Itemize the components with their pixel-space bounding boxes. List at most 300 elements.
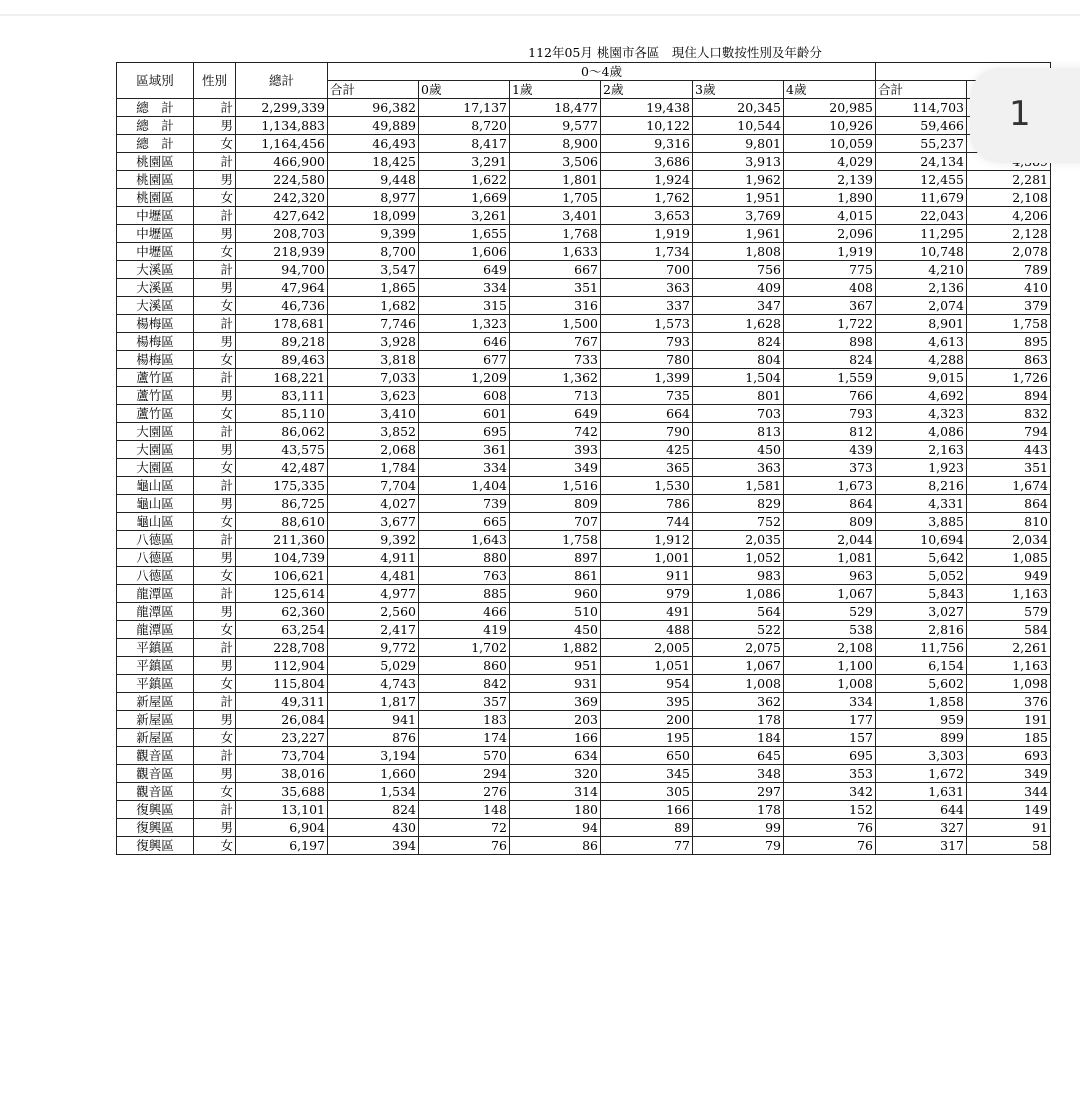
cell-total: 106,621 [236, 567, 328, 585]
cell-age-4: 824 [784, 351, 876, 369]
cell-age-5: 443 [967, 441, 1051, 459]
cell-age-3: 20,345 [693, 99, 784, 117]
cell-total: 178,681 [236, 315, 328, 333]
cell-age-4: 76 [784, 837, 876, 855]
cell-age-5: 693 [967, 747, 1051, 765]
cell-subtotal: 9,399 [328, 225, 419, 243]
cell-age-3: 756 [693, 261, 784, 279]
cell-subtotal: 941 [328, 711, 419, 729]
cell-age-2: 793 [601, 333, 693, 351]
cell-age-3: 297 [693, 783, 784, 801]
cell-subtotal-2: 2,136 [876, 279, 967, 297]
cell-total: 86,725 [236, 495, 328, 513]
cell-subtotal: 7,704 [328, 477, 419, 495]
cell-total: 115,804 [236, 675, 328, 693]
cell-subtotal-2: 4,210 [876, 261, 967, 279]
cell-subtotal-2: 55,237 [876, 135, 967, 153]
cell-subtotal: 7,746 [328, 315, 419, 333]
cell-subtotal-2: 1,672 [876, 765, 967, 783]
cell-age-2: 337 [601, 297, 693, 315]
cell-subtotal: 5,029 [328, 657, 419, 675]
cell-age-0: 357 [419, 693, 510, 711]
cell-age-5: 1,758 [967, 315, 1051, 333]
cell-region: 觀音區 [117, 747, 194, 765]
cell-age-2: 735 [601, 387, 693, 405]
cell-subtotal-2: 1,858 [876, 693, 967, 711]
cell-sex: 女 [194, 837, 236, 855]
cell-age-3: 829 [693, 495, 784, 513]
cell-sex: 女 [194, 243, 236, 261]
cell-sex: 計 [194, 207, 236, 225]
cell-region: 楊梅區 [117, 351, 194, 369]
cell-sex: 女 [194, 513, 236, 531]
cell-age-2: 3,653 [601, 207, 693, 225]
table-row [117, 837, 1051, 855]
cell-total: 6,904 [236, 819, 328, 837]
cell-total: 13,101 [236, 801, 328, 819]
cell-age-2: 425 [601, 441, 693, 459]
cell-age-2: 19,438 [601, 99, 693, 117]
cell-total: 112,904 [236, 657, 328, 675]
cell-age-2: 9,316 [601, 135, 693, 153]
cell-age-0: 665 [419, 513, 510, 531]
cell-age-3: 409 [693, 279, 784, 297]
table-title: 112年05月 桃園市各區 現住人口數按性別及年齡分 [528, 45, 822, 60]
cell-subtotal: 7,033 [328, 369, 419, 387]
cell-age-1: 809 [510, 495, 601, 513]
cell-region: 八德區 [117, 567, 194, 585]
cell-sex: 男 [194, 117, 236, 135]
cell-sex: 計 [194, 531, 236, 549]
cell-sex: 男 [194, 225, 236, 243]
cell-age-4: 1,559 [784, 369, 876, 387]
table-row [117, 243, 1051, 261]
cell-age-3: 1,052 [693, 549, 784, 567]
cell-sex: 男 [194, 333, 236, 351]
cell-age-4: 775 [784, 261, 876, 279]
cell-age-5: 2,034 [967, 531, 1051, 549]
cell-sex: 計 [194, 747, 236, 765]
table-row [117, 657, 1051, 675]
cell-region: 新屋區 [117, 693, 194, 711]
table-row [117, 729, 1051, 747]
table-row [117, 639, 1051, 657]
cell-subtotal-2: 4,086 [876, 423, 967, 441]
cell-subtotal-2: 1,923 [876, 459, 967, 477]
cell-age-4: 152 [784, 801, 876, 819]
cell-age-5: 1,674 [967, 477, 1051, 495]
header-age-2: 2歲 [601, 81, 693, 99]
cell-sex: 男 [194, 279, 236, 297]
cell-age-5: 794 [967, 423, 1051, 441]
cell-age-1: 180 [510, 801, 601, 819]
cell-age-3: 347 [693, 297, 784, 315]
cell-subtotal: 3,677 [328, 513, 419, 531]
cell-age-5: 810 [967, 513, 1051, 531]
cell-age-1: 369 [510, 693, 601, 711]
cell-total: 1,164,456 [236, 135, 328, 153]
table-row [117, 783, 1051, 801]
cell-age-5: 410 [967, 279, 1051, 297]
cell-age-3: 1,808 [693, 243, 784, 261]
cell-subtotal: 2,068 [328, 441, 419, 459]
cell-sex: 男 [194, 441, 236, 459]
table-row [117, 441, 1051, 459]
table-row [117, 153, 1051, 171]
cell-age-3: 9,801 [693, 135, 784, 153]
cell-age-4: 10,926 [784, 117, 876, 135]
cell-total: 85,110 [236, 405, 328, 423]
cell-sex: 男 [194, 603, 236, 621]
header-subtotal-2: 合計 [876, 81, 967, 99]
cell-sex: 女 [194, 405, 236, 423]
cell-sex: 男 [194, 549, 236, 567]
cell-subtotal: 8,977 [328, 189, 419, 207]
cell-age-5: 1,085 [967, 549, 1051, 567]
cell-subtotal-2: 2,816 [876, 621, 967, 639]
cell-total: 125,614 [236, 585, 328, 603]
cell-subtotal-2: 3,303 [876, 747, 967, 765]
cell-age-3: 752 [693, 513, 784, 531]
cell-age-3: 79 [693, 837, 784, 855]
cell-age-5: 1,726 [967, 369, 1051, 387]
cell-age-4: 2,044 [784, 531, 876, 549]
cell-age-0: 466 [419, 603, 510, 621]
cell-subtotal-2: 8,216 [876, 477, 967, 495]
cell-age-4: 10,059 [784, 135, 876, 153]
cell-age-4: 898 [784, 333, 876, 351]
cell-age-1: 861 [510, 567, 601, 585]
cell-subtotal: 9,772 [328, 639, 419, 657]
cell-age-3: 2,035 [693, 531, 784, 549]
cell-sex: 計 [194, 693, 236, 711]
cell-subtotal-2: 4,613 [876, 333, 967, 351]
cell-total: 23,227 [236, 729, 328, 747]
cell-age-1: 1,801 [510, 171, 601, 189]
cell-age-4: 2,108 [784, 639, 876, 657]
cell-age-1: 94 [510, 819, 601, 837]
cell-age-2: 1,051 [601, 657, 693, 675]
cell-age-1: 349 [510, 459, 601, 477]
cell-age-5: 1,098 [967, 675, 1051, 693]
cell-age-4: 963 [784, 567, 876, 585]
cell-age-3: 703 [693, 405, 784, 423]
cell-subtotal: 1,534 [328, 783, 419, 801]
cell-age-4: 766 [784, 387, 876, 405]
table-row [117, 747, 1051, 765]
cell-age-4: 439 [784, 441, 876, 459]
cell-age-0: 1,323 [419, 315, 510, 333]
cell-age-3: 813 [693, 423, 784, 441]
cell-total: 427,642 [236, 207, 328, 225]
cell-age-4: 177 [784, 711, 876, 729]
cell-sex: 男 [194, 819, 236, 837]
cell-sex: 男 [194, 765, 236, 783]
cell-age-5: 789 [967, 261, 1051, 279]
header-age-4: 4歲 [784, 81, 876, 99]
cell-subtotal-2: 5,843 [876, 585, 967, 603]
cell-subtotal: 2,560 [328, 603, 419, 621]
cell-subtotal: 4,027 [328, 495, 419, 513]
cell-age-0: 17,137 [419, 99, 510, 117]
header-age-0: 0歲 [419, 81, 510, 99]
cell-age-5: 584 [967, 621, 1051, 639]
cell-age-0: 183 [419, 711, 510, 729]
cell-region: 大園區 [117, 423, 194, 441]
cell-age-2: 1,919 [601, 225, 693, 243]
cell-sex: 男 [194, 495, 236, 513]
table-row [117, 117, 1051, 135]
cell-age-5: 379 [967, 297, 1051, 315]
cell-sex: 計 [194, 477, 236, 495]
cell-age-4: 2,096 [784, 225, 876, 243]
cell-age-3: 1,962 [693, 171, 784, 189]
cell-age-1: 351 [510, 279, 601, 297]
cell-age-1: 166 [510, 729, 601, 747]
cell-region: 大溪區 [117, 297, 194, 315]
cell-age-0: 361 [419, 441, 510, 459]
cell-total: 208,703 [236, 225, 328, 243]
table-row [117, 189, 1051, 207]
table-row [117, 459, 1051, 477]
header-age-1: 1歲 [510, 81, 601, 99]
table-row [117, 261, 1051, 279]
table-row [117, 531, 1051, 549]
cell-age-2: 1,924 [601, 171, 693, 189]
cell-subtotal: 4,743 [328, 675, 419, 693]
cell-age-4: 1,008 [784, 675, 876, 693]
cell-age-4: 864 [784, 495, 876, 513]
cell-subtotal-2: 59,466 [876, 117, 967, 135]
cell-age-4: 342 [784, 783, 876, 801]
cell-age-3: 804 [693, 351, 784, 369]
cell-age-5: 2,261 [967, 639, 1051, 657]
cell-subtotal: 430 [328, 819, 419, 837]
cell-sex: 女 [194, 783, 236, 801]
cell-age-0: 860 [419, 657, 510, 675]
cell-age-1: 742 [510, 423, 601, 441]
cell-region: 楊梅區 [117, 333, 194, 351]
cell-total: 47,964 [236, 279, 328, 297]
cell-region: 觀音區 [117, 765, 194, 783]
cell-total: 242,320 [236, 189, 328, 207]
cell-age-2: 166 [601, 801, 693, 819]
page-number-badge[interactable] [970, 68, 1080, 163]
cell-age-3: 178 [693, 801, 784, 819]
cell-region: 蘆竹區 [117, 387, 194, 405]
cell-age-1: 18,477 [510, 99, 601, 117]
cell-sex: 女 [194, 729, 236, 747]
cell-subtotal-2: 2,163 [876, 441, 967, 459]
cell-age-0: 1,606 [419, 243, 510, 261]
cell-age-4: 76 [784, 819, 876, 837]
cell-region: 中壢區 [117, 207, 194, 225]
cell-age-3: 1,581 [693, 477, 784, 495]
cell-age-0: 1,655 [419, 225, 510, 243]
cell-age-3: 1,628 [693, 315, 784, 333]
cell-age-1: 3,401 [510, 207, 601, 225]
cell-age-1: 1,758 [510, 531, 601, 549]
cell-age-0: 419 [419, 621, 510, 639]
cell-subtotal-2: 644 [876, 801, 967, 819]
cell-age-4: 1,081 [784, 549, 876, 567]
cell-total: 38,016 [236, 765, 328, 783]
cell-age-3: 3,769 [693, 207, 784, 225]
cell-age-1: 897 [510, 549, 601, 567]
cell-age-2: 1,912 [601, 531, 693, 549]
cell-age-2: 700 [601, 261, 693, 279]
cell-sex: 計 [194, 423, 236, 441]
cell-age-2: 1,573 [601, 315, 693, 333]
table-row [117, 585, 1051, 603]
cell-sex: 女 [194, 567, 236, 585]
cell-age-4: 408 [784, 279, 876, 297]
cell-age-5: 349 [967, 765, 1051, 783]
cell-age-5: 58 [967, 837, 1051, 855]
cell-age-2: 89 [601, 819, 693, 837]
cell-subtotal-2: 5,052 [876, 567, 967, 585]
cell-region: 新屋區 [117, 729, 194, 747]
table-row [117, 693, 1051, 711]
cell-age-2: 786 [601, 495, 693, 513]
cell-age-3: 824 [693, 333, 784, 351]
cell-age-2: 979 [601, 585, 693, 603]
table-row [117, 567, 1051, 585]
cell-subtotal-2: 114,703 [876, 99, 967, 117]
cell-age-2: 10,122 [601, 117, 693, 135]
cell-age-2: 2,005 [601, 639, 693, 657]
cell-age-2: 1,530 [601, 477, 693, 495]
cell-subtotal-2: 4,323 [876, 405, 967, 423]
cell-age-5: 949 [967, 567, 1051, 585]
cell-subtotal-2: 4,331 [876, 495, 967, 513]
cell-sex: 計 [194, 153, 236, 171]
cell-age-2: 911 [601, 567, 693, 585]
cell-subtotal-2: 4,692 [876, 387, 967, 405]
cell-total: 73,704 [236, 747, 328, 765]
cell-total: 175,335 [236, 477, 328, 495]
cell-region: 桃園區 [117, 153, 194, 171]
cell-subtotal-2: 317 [876, 837, 967, 855]
cell-subtotal-2: 9,015 [876, 369, 967, 387]
cell-subtotal-2: 327 [876, 819, 967, 837]
cell-age-2: 780 [601, 351, 693, 369]
cell-sex: 男 [194, 711, 236, 729]
cell-subtotal-2: 3,027 [876, 603, 967, 621]
cell-sex: 計 [194, 261, 236, 279]
cell-age-0: 1,643 [419, 531, 510, 549]
cell-age-1: 1,882 [510, 639, 601, 657]
cell-age-1: 320 [510, 765, 601, 783]
cell-age-2: 954 [601, 675, 693, 693]
cell-age-4: 1,067 [784, 585, 876, 603]
cell-sex: 女 [194, 189, 236, 207]
cell-age-2: 345 [601, 765, 693, 783]
cell-region: 龍潭區 [117, 585, 194, 603]
cell-age-0: 3,261 [419, 207, 510, 225]
cell-age-0: 763 [419, 567, 510, 585]
cell-age-4: 367 [784, 297, 876, 315]
cell-age-3: 1,951 [693, 189, 784, 207]
cell-age-3: 1,086 [693, 585, 784, 603]
cell-age-2: 664 [601, 405, 693, 423]
cell-age-5: 344 [967, 783, 1051, 801]
cell-sex: 女 [194, 351, 236, 369]
cell-age-4: 157 [784, 729, 876, 747]
cell-total: 46,736 [236, 297, 328, 315]
header-region: 區域別 [117, 63, 194, 99]
cell-region: 龜山區 [117, 495, 194, 513]
cell-region: 總 計 [117, 135, 194, 153]
cell-age-5: 185 [967, 729, 1051, 747]
cell-age-0: 1,622 [419, 171, 510, 189]
cell-age-1: 3,506 [510, 153, 601, 171]
cell-age-2: 650 [601, 747, 693, 765]
cell-subtotal: 3,623 [328, 387, 419, 405]
cell-subtotal: 8,700 [328, 243, 419, 261]
cell-age-1: 931 [510, 675, 601, 693]
cell-region: 龜山區 [117, 513, 194, 531]
cell-age-1: 649 [510, 405, 601, 423]
cell-age-5: 4,206 [967, 207, 1051, 225]
cell-region: 龍潭區 [117, 603, 194, 621]
cell-age-2: 3,686 [601, 153, 693, 171]
cell-age-2: 491 [601, 603, 693, 621]
cell-sex: 女 [194, 135, 236, 153]
cell-age-4: 793 [784, 405, 876, 423]
cell-age-1: 450 [510, 621, 601, 639]
cell-age-0: 148 [419, 801, 510, 819]
cell-age-0: 601 [419, 405, 510, 423]
table-row [117, 765, 1051, 783]
cell-region: 桃園區 [117, 171, 194, 189]
cell-age-2: 1,399 [601, 369, 693, 387]
cell-region: 桃園區 [117, 189, 194, 207]
header-age-3: 3歲 [693, 81, 784, 99]
cell-subtotal: 394 [328, 837, 419, 855]
cell-region: 蘆竹區 [117, 405, 194, 423]
cell-age-0: 695 [419, 423, 510, 441]
cell-sex: 計 [194, 639, 236, 657]
cell-age-0: 315 [419, 297, 510, 315]
cell-age-0: 334 [419, 279, 510, 297]
table-row [117, 495, 1051, 513]
cell-subtotal: 3,928 [328, 333, 419, 351]
cell-age-5: 1,163 [967, 585, 1051, 603]
cell-age-0: 76 [419, 837, 510, 855]
cell-total: 43,575 [236, 441, 328, 459]
cell-age-3: 2,075 [693, 639, 784, 657]
cell-age-5: 2,128 [967, 225, 1051, 243]
cell-sex: 計 [194, 99, 236, 117]
cell-age-0: 174 [419, 729, 510, 747]
cell-region: 復興區 [117, 819, 194, 837]
cell-age-5: 894 [967, 387, 1051, 405]
cell-subtotal-2: 1,631 [876, 783, 967, 801]
cell-total: 104,739 [236, 549, 328, 567]
cell-total: 62,360 [236, 603, 328, 621]
table-row [117, 135, 1051, 153]
cell-region: 大園區 [117, 459, 194, 477]
cell-region: 大溪區 [117, 261, 194, 279]
cell-sex: 男 [194, 387, 236, 405]
cell-sex: 計 [194, 585, 236, 603]
cell-age-1: 314 [510, 783, 601, 801]
cell-subtotal: 9,392 [328, 531, 419, 549]
cell-region: 龜山區 [117, 477, 194, 495]
cell-age-1: 1,768 [510, 225, 601, 243]
cell-age-1: 510 [510, 603, 601, 621]
